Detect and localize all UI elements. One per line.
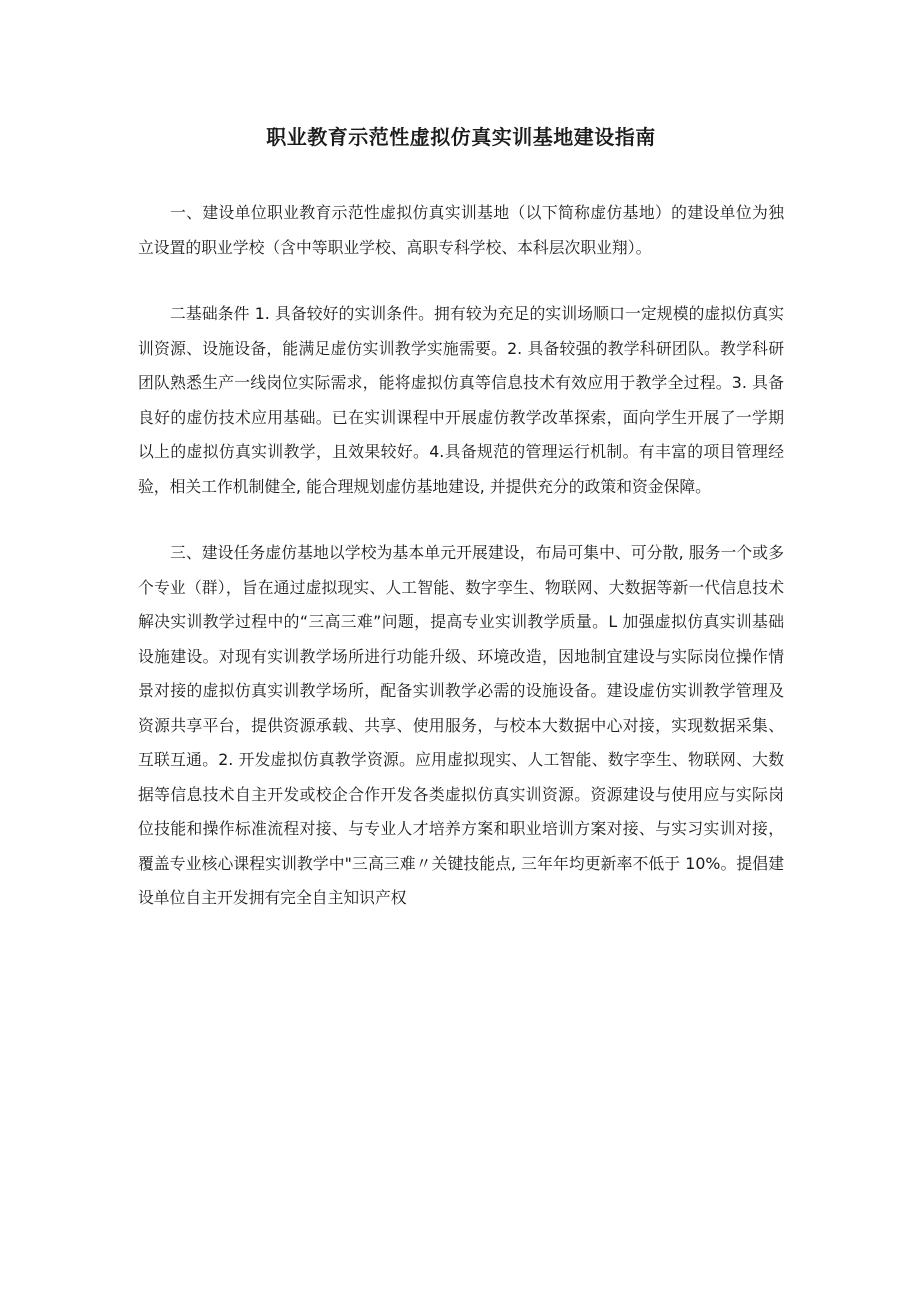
paragraph-basic-conditions: 二基础条件 1. 具备较好的实训条件。拥有较为充足的实训场顺口一定规模的虚拟仿真实训资源、设施设备，能满足虚仿实训教学实施需要。2. 具备较强的教学科研团队。教学科研团队熟悉生产一线岗位实际需求，能将虚拟仿真等信息技术有效应用于教学全过程。3. 具备良好的虚仿技术应用基础。已在实训课程中开展虚仿教学改革探索，面向学生开展了一学期以上的虚拟仿真实训教学，且效果较好。4.具备规范的管理运行机制。有丰富的项目管理经验，相关工作机制健全, 能合理规划虚仿基地建设, 并提供充分的政策和资金保障。 [138,304,784,496]
document-title: 职业教育示范性虚拟仿真实训基地建设指南 [266,125,656,149]
paragraph-construction-unit: 一、建设单位职业教育示范性虚拟仿真实训基地（以下简称虚仿基地）的建设单位为独立设置的职业学校（含中等职业学校、高职专科学校、本科层次职业翔）。 [138,203,784,257]
paragraph-construction-tasks: 三、建设任务虚仿基地以学校为基本单元开展建设，布局可集中、可分散, 服务一个或多个专业（群），旨在通过虚拟现实、人工智能、数字孪生、物联网、大数据等新一代信息技术解决实训教学过程中的“三高三难”问题，提高专业实训教学质量。L 加强虚拟仿真实训基础设施建设。对现有实训教学场所进行功能升级、环境改造，因地制宜建设与实际岗位操作情景对接的虚拟仿真实训教学场所，配备实训教学必需的设施设备。建设虚仿实训教学管理及资源共享平台，提供资源承载、共享、使用服务，与校本大数据中心对接，实现数据采集、互联互通。2. 开发虚拟仿真教学资源。应用虚拟现实、人工智能、数字孪生、物联网、大数据等信息技术自主开发或校企合作开发各类虚拟仿真实训资源。资源建设与使用应与实际岗位技能和操作标准流程对接、与专业人才培养方案和职业培训方案对接、与实习实训对接，覆盖专业核心课程实训教学中"三高三难〃关键技能点, 三年年均更新率不低于 10%。提倡建设单位自主开发拥有完全自主知识产权 [138,543,784,907]
